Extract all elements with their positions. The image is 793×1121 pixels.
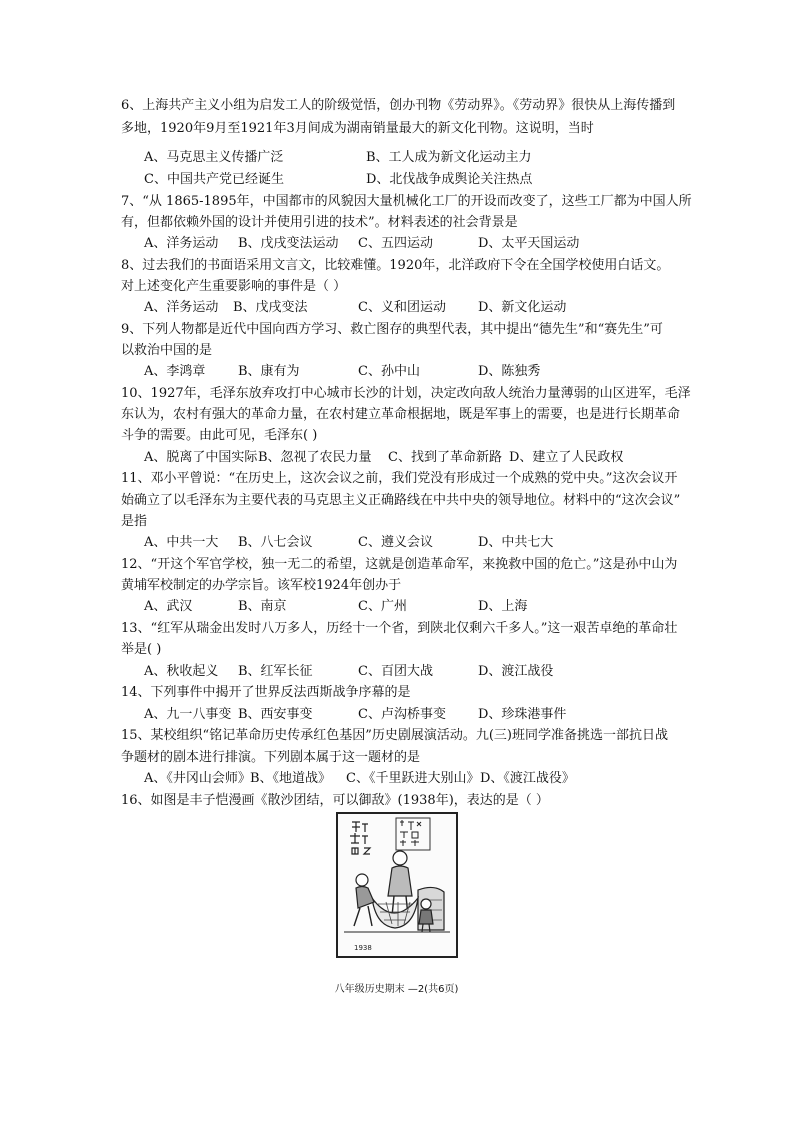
cartoon-image (336, 812, 458, 958)
q10-stem-line-2: 东认为，农村有强大的革命力量，在农村建立革命根据地，既是军事上的需要，也是进行长期革命 (121, 407, 681, 422)
q11-option-b: B、八七会议 (238, 535, 313, 550)
q9-option-b: B、康有为 (238, 364, 300, 379)
q7-option-b: B、戊戌变法运动 (238, 236, 339, 251)
q12-option-c: C、广州 (358, 599, 407, 614)
q13-option-a: A、秋收起义 (144, 664, 219, 679)
q11-option-c: C、遵义会议 (358, 535, 433, 550)
q8-option-a: A、洋务运动 (144, 300, 219, 315)
q12-option-b: B、南京 (238, 599, 287, 614)
q9-stem-line-2: 以救治中国的是 (121, 343, 213, 358)
q8-stem-line-1: 8、过去我们的书面语采用文言文，比较难懂。1920年，北洋政府下令在全国学校使用白话文。 (121, 258, 670, 273)
q6-option-b: B、工人成为新文化运动主力 (366, 150, 532, 165)
q10-stem-line-3: 斗争的需要。由此可见，毛泽东( ) (121, 428, 318, 443)
q15-option-d: D、《渡江战役》 (480, 771, 575, 786)
q6-option-c: C、中国共产党已经诞生 (144, 172, 284, 187)
q14-option-d: D、珍珠港事件 (478, 707, 567, 722)
q9-option-d: D、陈独秀 (478, 364, 541, 379)
q15-option-b: B、《地道战》 (250, 771, 332, 786)
q6-option-a: A、马克思主义传播广泛 (144, 150, 284, 165)
q8-option-b: B、戊戌变法 (233, 300, 308, 315)
q11-stem-line-2: 始确立了以毛泽东为主要代表的马克思主义正确路线在中共中央的领导地位。材料中的“这次会议” (121, 493, 681, 508)
q7-stem-line-2: 有，但都依赖外国的设计并使用引进的技术”。材料表述的社会背景是 (121, 215, 518, 230)
q10-stem-line-1: 10、1927年，毛泽东放弃攻打中心城市长沙的计划，决定改向敌人统治力量薄弱的山区进军，毛泽 (121, 386, 691, 401)
q11-option-a: A、中共一大 (144, 535, 219, 550)
q12-stem-line-1: 12、“开这个军官学校，独一无二的希望，这就是创造革命军，来挽救中国的危亡。”这是孙中山为 (121, 557, 678, 572)
q7-stem-line-1: 7、“从 1865-1895年，中国都市的风貌因大量机械化工厂的开设而改变了，这些工厂都为中国人所 (121, 194, 692, 209)
q16-stem-line-1: 16、如图是丰子恺漫画《散沙团结，可以御敌》(1938年)，表达的是（ ） (121, 793, 549, 808)
q14-option-c: C、卢沟桥事变 (358, 707, 446, 722)
q8-option-d: D、新文化运动 (478, 300, 567, 315)
q11-option-d: D、中共七大 (478, 535, 554, 550)
q7-option-c: C、五四运动 (358, 236, 433, 251)
q12-stem-line-2: 黄埔军校制定的办学宗旨。该军校1924年创办于 (121, 578, 402, 593)
q11-stem-line-1: 11、邓小平曾说：“在历史上，这次会议之前，我们党没有形成过一个成熟的党中央。”这次会议开 (121, 471, 678, 486)
q15-stem-line-1: 15、某校组织“铭记革命历史传承红色基因”历史剧展演活动。九(三)班同学准备挑选一部抗日战 (121, 728, 668, 743)
cartoon-drawing (338, 814, 456, 956)
q6-stem-line-1: 6、上海共产主义小组为启发工人的阶级觉悟，创办刊物《劳动界》。《劳动界》很快从上海传播到 (121, 98, 676, 113)
q9-option-a: A、李鸿章 (144, 364, 206, 379)
q9-stem-line-1: 9、下列人物都是近代中国向西方学习、救亡图存的典型代表，其中提出“德先生”和“赛先生”可 (121, 322, 663, 337)
q9-option-c: C、孙中山 (358, 364, 420, 379)
q13-stem-line-1: 13、“红军从瑞金出发时八万多人，历经十一个省，到陕北仅剩六千多人。”这一艰苦卓绝的革命壮 (121, 621, 678, 636)
q13-option-b: B、红军长征 (238, 664, 313, 679)
q10-option-b: B、忽视了农民力量 (258, 450, 372, 465)
q6-stem-line-2: 多地，1920年9月至1921年3月间成为湖南销量最大的新文化刊物。这说明，当时 (121, 121, 594, 136)
q8-stem-line-2: 对上述变化产生重要影响的事件是（ ） (121, 279, 347, 294)
q12-option-d: D、上海 (478, 599, 528, 614)
q10-option-c: C、找到了革命新路 (388, 450, 502, 465)
q10-option-a: A、脱离了中国实际 (144, 450, 258, 465)
q15-stem-line-2: 争题材的剧本进行排演。下列剧本属于这一题材的是 (121, 750, 421, 765)
q10-option-d: D、建立了人民政权 (509, 450, 624, 465)
q15-option-a: A、《井冈山会师》 (144, 771, 251, 786)
q7-option-a: A、洋务运动 (144, 236, 219, 251)
q11-stem-line-3: 是指 (121, 514, 148, 529)
q7-option-d: D、太平天国运动 (478, 236, 580, 251)
q14-option-a: A、九一八事变 (144, 707, 232, 722)
cartoon-year: 1938 (354, 944, 372, 952)
q14-option-b: B、西安事变 (238, 707, 313, 722)
q14-stem-line-1: 14、下列事件中揭开了世界反法西斯战争序幕的是 (121, 685, 411, 700)
q15-option-c: C、《千里跃进大别山》 (346, 771, 480, 786)
q13-stem-line-2: 举是( ) (121, 642, 162, 657)
q13-option-d: D、渡江战役 (478, 664, 554, 679)
q6-option-d: D、北伐战争成舆论关注热点 (366, 172, 533, 187)
page-footer: 八年级历史期末 —2(共6页) (334, 984, 459, 995)
q8-option-c: C、义和团运动 (358, 300, 446, 315)
q12-option-a: A、武汉 (144, 599, 193, 614)
q13-option-c: C、百团大战 (358, 664, 433, 679)
